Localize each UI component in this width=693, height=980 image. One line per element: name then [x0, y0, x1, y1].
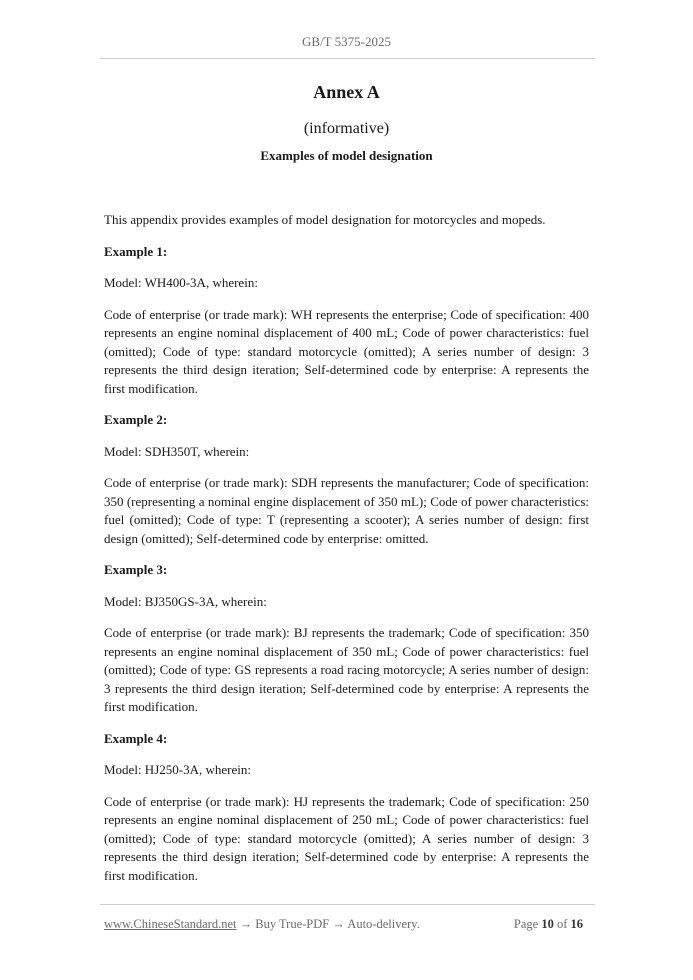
example-1-description: Code of enterprise (or trade mark): WH represents the enterprise; Code of specification: 400 represents an engine nominal displacement of 400 mL; Code of power characteristics: fuel (omitted); Code of type: standard motorcycle (omitted); A series number of design: 3 represents the third design iteration; Self-determined code by enterprise: A represents the first modification.	[104, 306, 589, 396]
page-indicator	[514, 917, 583, 932]
example-4-heading: Example 4:	[104, 730, 168, 746]
example-3-model: Model: BJ350GS-3A, wherein:	[104, 593, 267, 609]
page-total: 16	[570, 917, 583, 931]
promo-text: → Buy True-PDF → Auto-delivery.	[236, 917, 420, 931]
footer-divider	[100, 904, 595, 905]
annex-title: Annex A	[313, 82, 380, 102]
page-label: Page	[513, 917, 539, 931]
example-1-model: Model: WH400-3A, wherein:	[104, 275, 258, 290]
example-3-heading: Example 3:	[104, 562, 168, 577]
annex-type: (informative)	[303, 120, 390, 137]
footer-promo	[104, 917, 420, 932]
page-number: 10	[541, 917, 554, 931]
annex-content	[104, 211, 589, 898]
example-2-model: Model: SDH350T, wherein:	[104, 443, 250, 459]
example-2-heading: Example 2:	[104, 412, 168, 427]
annex-subtitle: Examples of model designation	[260, 148, 433, 163]
header-divider	[100, 58, 595, 59]
example-4-model: Model: HJ250-3A, wherein:	[104, 762, 251, 777]
example-4-description: Code of enterprise (or trade mark): HJ represents the trademark; Code of specification: 250 represents an engine nominal displacement of 250 mL; Code of power characteristics: fuel (omitted); Code of type: standard motorcycle (omitted); A series number of design: 3 represents the third design iteration; Self-determined code by enterprise: A represents the first modification.	[104, 793, 589, 883]
intro-paragraph: This appendix provides examples of model designation for motorcycles and mopeds.	[104, 212, 546, 227]
of-label: of	[556, 917, 568, 931]
example-1-heading: Example 1:	[104, 243, 168, 259]
site-link[interactable]: www.ChineseStandard.net	[104, 917, 237, 931]
document-code: GB/T 5375-2025	[302, 34, 391, 49]
example-2-description: Code of enterprise (or trade mark): SDH represents the manufacturer; Code of specification: 350 (representing a nominal engine displacement of 350 mL); Code of power characteristics: fuel (omitted); Code of type: T (representing a scooter); A series number of design: first design (omitted); Self-determined code by enterprise: omitted.	[104, 475, 589, 546]
example-3-description: Code of enterprise (or trade mark): BJ represents the trademark; Code of specification: 350 represents an engine nominal displacement of 350 mL; Code of power characteristics: fuel (omitted); Code of type: GS represents a road racing motorcycle; A series number of design: 3 represents the third design iteration; Self-determined code by enterprise: A represents the first modification.	[104, 625, 589, 714]
